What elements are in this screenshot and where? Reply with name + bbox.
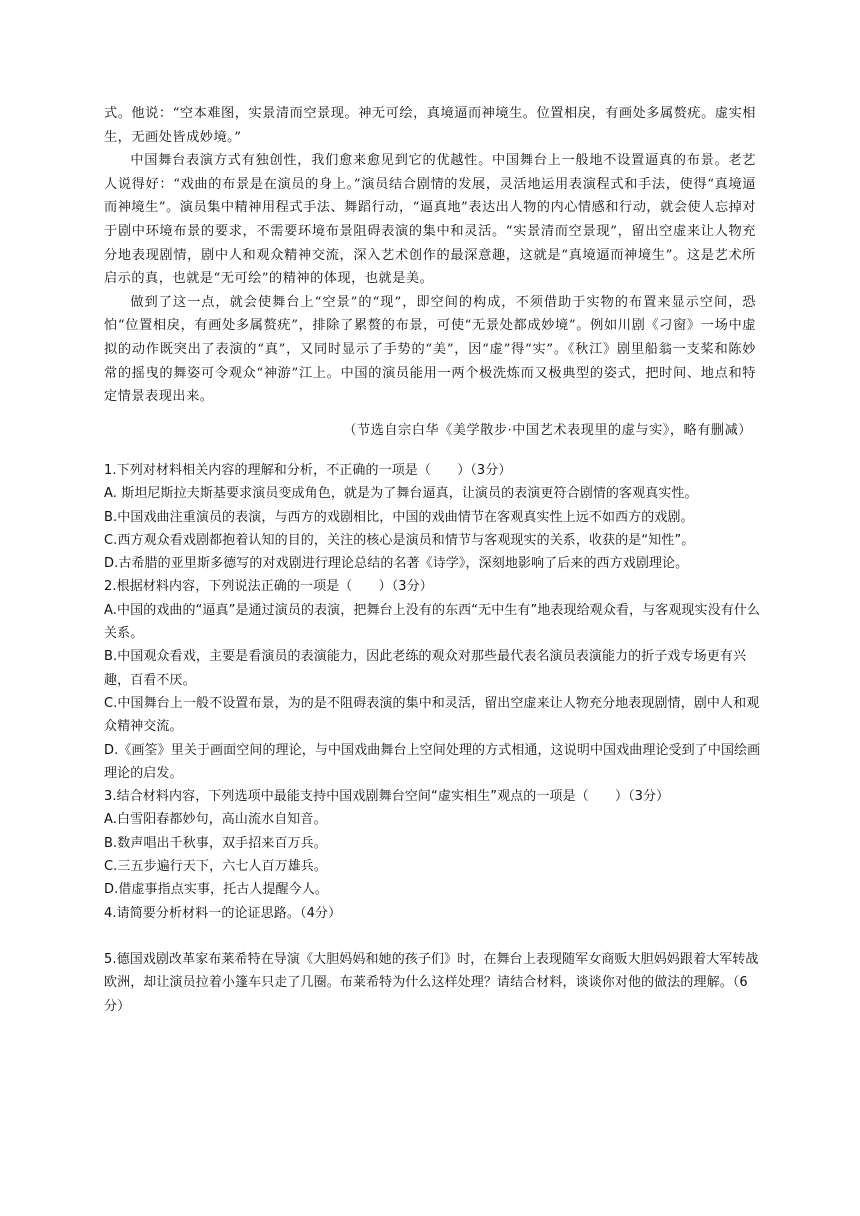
question-3-option-d: D.借虚事指点实事，托古人提醒今人。 [104, 882, 328, 898]
question-3-option-a: A.白雪阳春都妙句，高山流水自知音。 [104, 812, 327, 828]
question-2-option-b: B.中国观众看戏，主要是看演员的表演能力，因此老练的观众对那些最代表名演员表演能力的折子戏专场更有兴趣，百看不厌。 [104, 649, 747, 688]
passage-paragraph-3: 做到了这一点，就会使舞台上“空景”的“现”，即空间的构成，不须借助于实物的布置来显示空间，恐怕“位置相戾，有画处多属赘疣”，排除了累赘的布景，可使“无景处都成妙境”。例如川剧《刁窗》一场中虚拟的动作既突出了表演的“真”，又同时显示了手势的“美”，因“虚”得“实”。《秋江》剧里船翁一支桨和陈妙常的摇曳的舞姿可令观众“神游”江上。中国的演员能用一两个极洗炼而又极典型的姿式，把时间、地点和特定情景表现出来。 [104, 294, 756, 405]
question-5-stem: 5.德国戏剧改革家布莱希特在导演《大胆妈妈和她的孩子们》时，在舞台上表现随军女商贩大胆妈妈跟着大军转战欧洲，却让演员拉着小篷车只走了几圈。布莱希特为什么这样处理？请结合材料，谈谈你对他的做法的理解。（6分） [104, 951, 759, 1014]
question-1-option-a: A. 斯坦尼斯拉夫斯基要求演员变成角色，就是为了舞台逼真，让演员的表演更符合剧情的客观真实性。 [104, 486, 698, 502]
question-list [104, 436, 764, 1018]
question-2-option-a: A.中国的戏曲的“逼真”是通过演员的表演，把舞台上没有的东西“无中生有”地表现给观众看，与客观现实没有什么关系。 [104, 602, 761, 642]
question-1-option-d: D.古希腊的亚里斯多德写的对戏剧进行理论总结的名著《诗学》，深刻地影响了后来的西方戏剧理论。 [104, 556, 689, 572]
passage-source: （节选自宗白华《美学散步·中国艺术表现里的虚与实》，略有删减） [343, 423, 752, 438]
question-4-stem: 4.请简要分析材料一的论证思路。（4分） [104, 905, 342, 921]
question-2-option-c: C.中国舞台上一般不设置布景，为的是不阻碍表演的集中和灵活，留出空虚来让人物充分地表现剧情，剧中人和观众精神交流。 [104, 695, 760, 735]
question-2-stem: 2.根据材料内容，下列说法正确的一项是（ ）（3分） [104, 579, 433, 595]
question-1-option-b: B.中国戏曲注重演员的表演，与西方的戏剧相比，中国的戏曲情节在客观真实性上远不如西方的戏剧。 [104, 509, 694, 525]
question-1-option-c: C.西方观众看戏剧都抱着认知的目的，关注的核心是演员和情节与客观现实的关系，收获的是“知性”。 [104, 532, 695, 548]
question-3-option-b: B.数声唱出千秋事，双手招来百万兵。 [104, 835, 327, 851]
spacer [104, 925, 764, 948]
question-3-stem: 3.结合材料内容，下列选项中最能支持中国戏剧舞台空间“虚实相生”观点的一项是（ ）（3分） [104, 789, 670, 805]
question-2-option-d: D.《画筌》里关于画面空间的理论，与中国戏曲舞台上空间处理的方式相通，这说明中国戏曲理论受到了中国绘画理论的启发。 [104, 742, 761, 781]
passage-paragraph-2: 中国舞台表演方式有独创性，我们愈来愈见到它的优越性。中国舞台上一般地不设置逼真的布景。老艺人说得好：“戏曲的布景是在演员的身上。”演员结合剧情的发展，灵活地运用表演程式和手法，使得“真境逼而神境生”。演员集中精神用程式手法、舞蹈行动，“逼真地”表达出人物的内心情感和行动，就会使人忘掉对于剧中环境布景的要求，不需要环境布景阻碍表演的集中和灵活。“实景清而空景现”，留出空虚来让人物充分地表现剧情，剧中人和观众精神交流，深入艺术创作的最深意趣，这就是“真境逼而神境生”。这是艺术所启示的真，也就是“无可绘”的精神的体现，也就是美。 [104, 153, 756, 287]
spacer [104, 436, 764, 459]
reading-passage [104, 102, 756, 409]
question-1-stem: 1.下列对材料相关内容的理解和分析，不正确的一项是（ ）（3分） [104, 463, 512, 478]
question-3-option-c: C.三五步遍行天下，六七人百万雄兵。 [104, 859, 328, 875]
passage-paragraph-1: 式。他说：“空本难图，实景清而空景现。神无可绘，真境逼而神境生。位置相戾，有画处多属赘疣。虚实相生，无画处皆成妙境。” [104, 106, 756, 145]
